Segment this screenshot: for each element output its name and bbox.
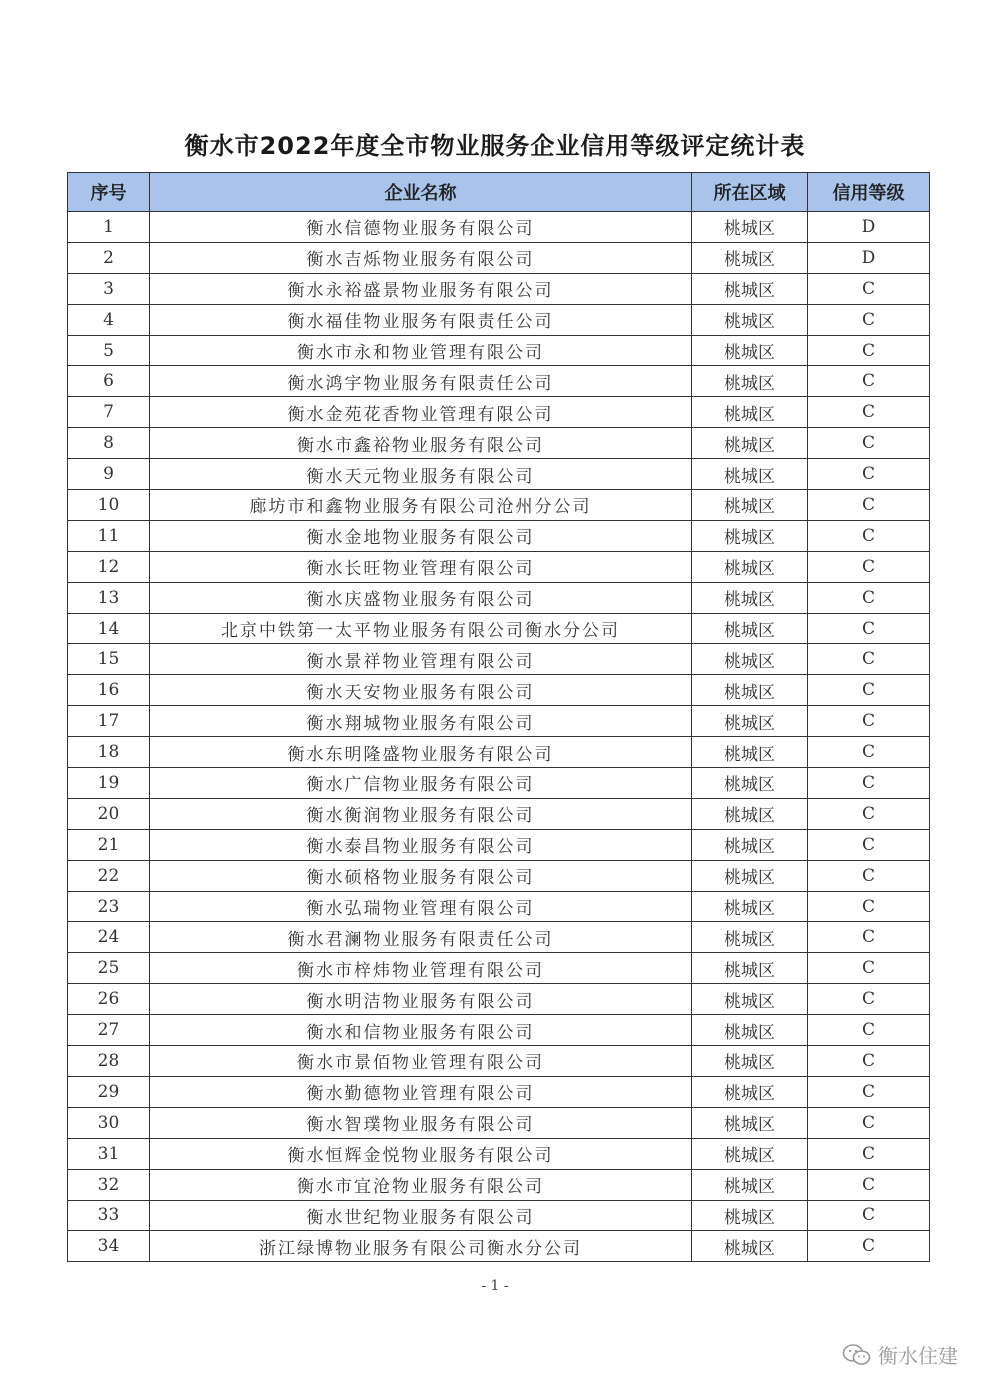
credit-grade: C [808,551,930,582]
region: 桃城区 [692,1046,808,1077]
region: 桃城区 [692,613,808,644]
table-row [68,397,930,428]
table-row [68,1046,930,1077]
region: 桃城区 [692,366,808,397]
company-name: 衡水东明隆盛物业服务有限公司 [150,737,692,768]
company-name: 衡水恒辉金悦物业服务有限公司 [150,1138,692,1169]
table-row [68,860,930,891]
credit-grade: C [808,397,930,428]
credit-grade: C [808,1231,930,1262]
region: 桃城区 [692,551,808,582]
region: 桃城区 [692,1200,808,1231]
table-row [68,490,930,521]
table-row [68,1107,930,1138]
row-index: 11 [68,520,150,551]
row-index: 20 [68,798,150,829]
region: 桃城区 [692,953,808,984]
row-index: 16 [68,675,150,706]
credit-grade: C [808,520,930,551]
table-row [68,768,930,799]
document-title: 衡水市2022年度全市物业服务企业信用等级评定统计表 [184,132,806,160]
company-name: 衡水明洁物业服务有限公司 [150,984,692,1015]
row-index: 15 [68,644,150,675]
company-name: 衡水泰昌物业服务有限公司 [150,829,692,860]
row-index: 32 [68,1169,150,1200]
region: 桃城区 [692,706,808,737]
header-credit-grade: 信用等级 [808,173,930,212]
credit-grade: C [808,1046,930,1077]
company-name: 衡水天安物业服务有限公司 [150,675,692,706]
credit-grade: C [808,768,930,799]
credit-grade: C [808,860,930,891]
region: 桃城区 [692,1076,808,1107]
row-index: 27 [68,1015,150,1046]
table-row [68,984,930,1015]
row-index: 29 [68,1076,150,1107]
region: 桃城区 [692,1107,808,1138]
region: 桃城区 [692,768,808,799]
row-index: 3 [68,273,150,304]
row-index: 8 [68,428,150,459]
credit-grade: D [808,212,930,243]
region: 桃城区 [692,798,808,829]
company-name: 衡水天元物业服务有限公司 [150,459,692,490]
table-row [68,551,930,582]
row-index: 12 [68,551,150,582]
table-row [68,212,930,243]
company-name: 衡水市梓炜物业管理有限公司 [150,953,692,984]
row-index: 7 [68,397,150,428]
company-name: 衡水衡润物业服务有限公司 [150,798,692,829]
company-name: 衡水广信物业服务有限公司 [150,768,692,799]
company-name: 北京中铁第一太平物业服务有限公司衡水分公司 [150,613,692,644]
region: 桃城区 [692,490,808,521]
table-row [68,366,930,397]
region: 桃城区 [692,1015,808,1046]
company-name: 衡水市永和物业管理有限公司 [150,335,692,366]
region: 桃城区 [692,829,808,860]
credit-grade: C [808,366,930,397]
region: 桃城区 [692,1231,808,1262]
row-index: 24 [68,922,150,953]
company-name: 衡水市景佰物业管理有限公司 [150,1046,692,1077]
region: 桃城区 [692,273,808,304]
row-index: 17 [68,706,150,737]
row-index: 13 [68,582,150,613]
credit-grade: C [808,644,930,675]
credit-grade: C [808,675,930,706]
credit-grade: C [808,1015,930,1046]
region: 桃城区 [692,520,808,551]
company-name: 衡水和信物业服务有限公司 [150,1015,692,1046]
region: 桃城区 [692,644,808,675]
company-name: 衡水庆盛物业服务有限公司 [150,582,692,613]
table-row [68,644,930,675]
region: 桃城区 [692,1169,808,1200]
table-row [68,304,930,335]
header-region: 所在区域 [692,173,808,212]
wechat-icon [842,1343,872,1367]
table-row [68,520,930,551]
region: 桃城区 [692,891,808,922]
table-row [68,737,930,768]
company-name: 衡水君澜物业服务有限责任公司 [150,922,692,953]
credit-grade: C [808,737,930,768]
table-row [68,1015,930,1046]
company-name: 衡水勤德物业管理有限公司 [150,1076,692,1107]
company-name: 衡水景祥物业管理有限公司 [150,644,692,675]
company-name: 衡水金苑花香物业管理有限公司 [150,397,692,428]
row-index: 23 [68,891,150,922]
row-index: 26 [68,984,150,1015]
row-index: 6 [68,366,150,397]
company-name: 衡水长旺物业管理有限公司 [150,551,692,582]
row-index: 22 [68,860,150,891]
row-index: 10 [68,490,150,521]
table-row [68,829,930,860]
page-number: - 1 - [481,1278,509,1294]
row-index: 14 [68,613,150,644]
region: 桃城区 [692,737,808,768]
row-index: 28 [68,1046,150,1077]
table-row [68,675,930,706]
region: 桃城区 [692,459,808,490]
credit-grade: C [808,891,930,922]
region: 桃城区 [692,304,808,335]
company-name: 衡水鸿宇物业服务有限责任公司 [150,366,692,397]
table-row [68,706,930,737]
credit-grade: C [808,1169,930,1200]
table-row [68,1138,930,1169]
region: 桃城区 [692,675,808,706]
credit-grade: C [808,613,930,644]
company-name: 衡水硕格物业服务有限公司 [150,860,692,891]
credit-grade: D [808,242,930,273]
credit-grade: C [808,953,930,984]
row-index: 30 [68,1107,150,1138]
row-index: 25 [68,953,150,984]
table-row [68,1076,930,1107]
table-header-row [68,173,930,212]
company-name: 廊坊市和鑫物业服务有限公司沧州分公司 [150,490,692,521]
company-name: 衡水吉烁物业服务有限公司 [150,242,692,273]
table-row [68,613,930,644]
credit-grade: C [808,273,930,304]
table-row [68,273,930,304]
region: 桃城区 [692,242,808,273]
row-index: 34 [68,1231,150,1262]
credit-grade: C [808,459,930,490]
company-name: 衡水市鑫裕物业服务有限公司 [150,428,692,459]
credit-grade: C [808,1138,930,1169]
table-row [68,1231,930,1262]
credit-grade: C [808,428,930,459]
table-row [68,1200,930,1231]
credit-grade: C [808,984,930,1015]
credit-grade: C [808,1200,930,1231]
row-index: 5 [68,335,150,366]
region: 桃城区 [692,212,808,243]
header-company-name: 企业名称 [150,173,692,212]
credit-grade: C [808,1076,930,1107]
credit-grade: C [808,582,930,613]
credit-grade: C [808,922,930,953]
table-row [68,242,930,273]
region: 桃城区 [692,335,808,366]
region: 桃城区 [692,582,808,613]
row-index: 21 [68,829,150,860]
region: 桃城区 [692,860,808,891]
credit-grade: C [808,829,930,860]
table-row [68,1169,930,1200]
table-row [68,798,930,829]
credit-grade: C [808,798,930,829]
header-index: 序号 [68,173,150,212]
table-row [68,922,930,953]
table-row [68,953,930,984]
region: 桃城区 [692,984,808,1015]
company-name: 衡水市宜沧物业服务有限公司 [150,1169,692,1200]
table-row [68,335,930,366]
company-name: 浙江绿博物业服务有限公司衡水分公司 [150,1231,692,1262]
company-name: 衡水弘瑞物业管理有限公司 [150,891,692,922]
company-name: 衡水翔城物业服务有限公司 [150,706,692,737]
table-row [68,459,930,490]
row-index: 1 [68,212,150,243]
row-index: 9 [68,459,150,490]
credit-grade: C [808,1107,930,1138]
watermark-text: 衡水住建 [878,1344,958,1368]
credit-grade: C [808,304,930,335]
row-index: 19 [68,768,150,799]
company-name: 衡水世纪物业服务有限公司 [150,1200,692,1231]
region: 桃城区 [692,428,808,459]
credit-grade: C [808,706,930,737]
company-name: 衡水智璞物业服务有限公司 [150,1107,692,1138]
table-row [68,891,930,922]
region: 桃城区 [692,1138,808,1169]
credit-rating-table [67,172,930,1262]
row-index: 4 [68,304,150,335]
company-name: 衡水金地物业服务有限公司 [150,520,692,551]
region: 桃城区 [692,922,808,953]
company-name: 衡水信德物业服务有限公司 [150,212,692,243]
row-index: 18 [68,737,150,768]
company-name: 衡水福佳物业服务有限责任公司 [150,304,692,335]
region: 桃城区 [692,397,808,428]
company-name: 衡水永裕盛景物业服务有限公司 [150,273,692,304]
credit-grade: C [808,335,930,366]
watermark [842,1340,958,1369]
row-index: 31 [68,1138,150,1169]
table-row [68,428,930,459]
credit-grade: C [808,490,930,521]
row-index: 33 [68,1200,150,1231]
table-row [68,582,930,613]
row-index: 2 [68,242,150,273]
